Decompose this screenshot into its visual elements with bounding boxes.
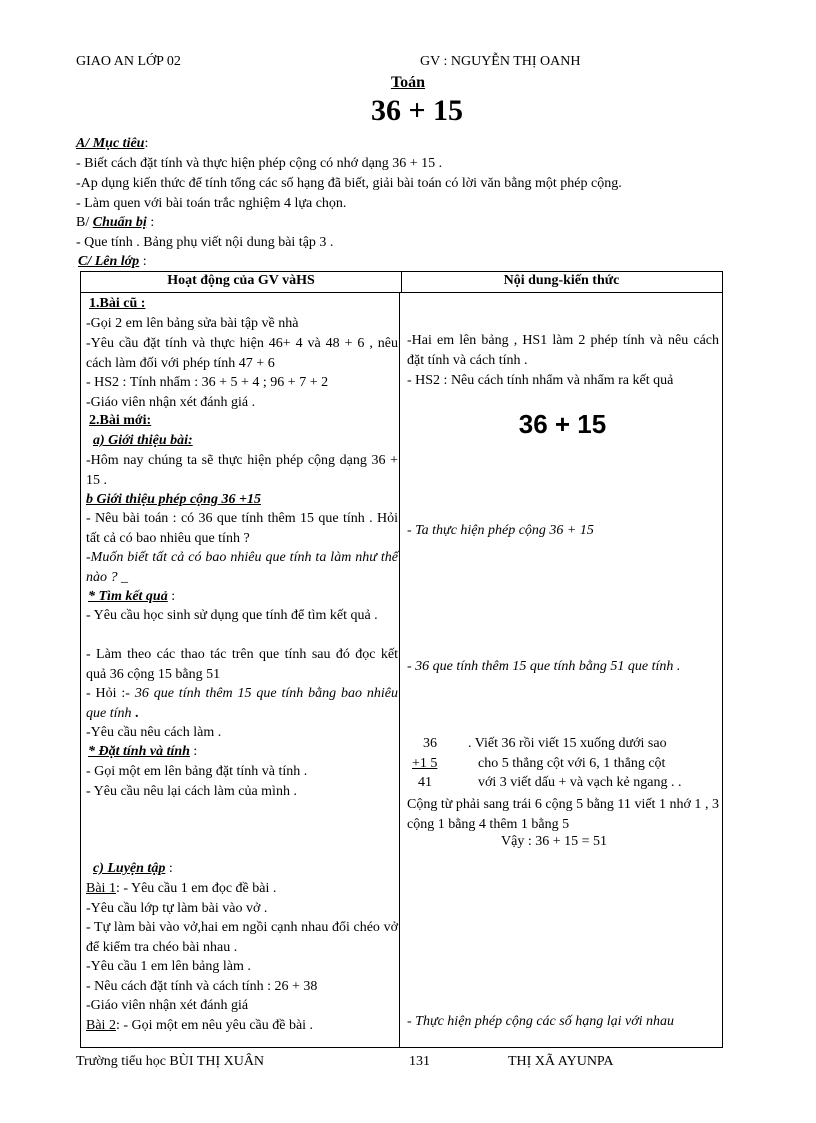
left-line: - Tự làm bài vào vở,hai em ngồi cạnh nhau đổi chéo vở để kiểm tra chéo bài nhau .	[86, 920, 398, 955]
prep-item: - Que tính . Bảng phụ viết nội dung bài tập 3 .	[76, 235, 334, 250]
objective-3: - Làm quen với bài toán trắc nghiệm 4 lựa chọn.	[76, 196, 347, 211]
col2-header: Nội dung-kiến thức	[503, 273, 620, 288]
calc-step-2: cho 5 thẳng cột với 6, 1 thẳng cột	[478, 756, 666, 771]
calc-sum: 41	[418, 775, 432, 790]
left-line: -Yêu cầu nêu cách làm .	[86, 725, 222, 740]
left-line: -Yêu cầu 1 em lên bảng làm .	[86, 959, 251, 974]
footer-school: Trường tiểu học BÙI THỊ XUÂN	[76, 1054, 265, 1069]
left-line: -Giáo viên nhận xét đánh giá	[86, 998, 249, 1013]
left-line: -Hôm nay chúng ta sẽ thực hiện phép cộng dạng 36 + 15 .	[86, 453, 398, 488]
header-right: GV : NGUYỄN THỊ OANH	[420, 54, 581, 69]
left-line: - Yêu cầu nêu lại cách làm của mình .	[86, 784, 297, 799]
section-intro-addition: b Giới thiệu phép cộng 36 +15	[86, 492, 261, 507]
left-line: -Giáo viên nhận xét đánh giá .	[86, 395, 256, 410]
left-line: - HS2 : Tính nhẩm : 36 + 5 + 4 ; 96 + 7 + 2	[86, 375, 329, 390]
column-divider	[399, 292, 400, 1047]
footer-town: THỊ XÃ AYUNPA	[508, 1054, 614, 1069]
right-line: - 36 que tính thêm 15 que tính bằng 51 que tính .	[407, 659, 681, 674]
objective-2: -Ap dụng kiến thức để tính tổng các số hạng đã biết, giải bài toán có lời văn bằng một phép cộng.	[76, 176, 622, 191]
left-line: -Gọi 2 em lên bảng sửa bài tập về nhà	[86, 316, 299, 331]
left-line: - Hỏi :- 36 que tính thêm 15 que tính bằng bao nhiêu que tính .	[86, 686, 398, 721]
exercise-2: Bài 2: - Gọi một em nêu yêu cầu đề bài .	[86, 1018, 314, 1033]
prep-heading: B/ Chuẩn bị :	[76, 215, 155, 230]
left-line: -Yêu cầu đặt tính và thực hiện 46+ 4 và 48 + 6 , nêu cách làm đối với phép tính 47 + 6	[86, 336, 398, 371]
left-line: -Muốn biết tất cả có bao nhiêu que tính ta làm như thế nào ? _	[86, 550, 398, 585]
section-practice: c) Luyện tập :	[93, 861, 173, 876]
section-old-lesson: 1.Bài cũ :	[89, 296, 146, 311]
objectives-heading: A/ Mục tiêu:	[76, 136, 149, 151]
section-new-lesson: 2.Bài mới:	[89, 413, 152, 428]
col1-header: Hoạt động của GV vàHS	[167, 273, 315, 288]
calc-step-3: với 3 viết dấu + và vạch kẻ ngang . .	[478, 775, 682, 790]
calc-operand-a: 36	[423, 736, 437, 751]
right-line: Cộng từ phải sang trái 6 cộng 5 bằng 11 viết 1 nhớ 1 , 3 cộng 1 bằng 4 thêm 1 bằng 5	[407, 797, 719, 832]
lesson-heading: C/ Lên lớp :	[78, 254, 147, 269]
calc-operand-b: +1 5	[412, 756, 438, 771]
header-left: GIAO AN LỚP 02	[76, 54, 181, 69]
page-number: 131	[409, 1054, 430, 1069]
left-line: -Yêu cầu lớp tự làm bài vào vở .	[86, 901, 268, 916]
section-intro: a) Giới thiệu bài:	[93, 433, 193, 448]
left-line: - Làm theo các thao tác trên que tính sau đó đọc kết quả 36 cộng 15 bằng 51	[86, 647, 398, 682]
left-line: - Yêu cầu học sinh sử dụng que tính để tìm kết quả .	[86, 608, 378, 623]
subject-title: Toán	[390, 74, 426, 91]
section-calc: * Đặt tính và tính :	[88, 744, 198, 759]
header-divider	[81, 292, 722, 293]
objective-1: - Biết cách đặt tính và thực hiện phép cộng có nhớ dạng 36 + 15 .	[76, 156, 443, 171]
right-line: - Ta thực hiện phép cộng 36 + 15	[407, 523, 594, 538]
exercise-1: Bài 1: - Yêu cầu 1 em đọc đề bài .	[86, 881, 277, 896]
left-line: - Nêu cách đặt tính và cách tính : 26 + 38	[86, 979, 318, 994]
right-big-title: 36 + 15	[518, 409, 607, 439]
section-find-result: * Tìm kết quả :	[88, 589, 176, 604]
right-line: - HS2 : Nêu cách tính nhẩm và nhẩm ra kết quả	[407, 373, 674, 388]
left-line: - Gọi một em lên bảng đặt tính và tính .	[86, 764, 308, 779]
page-title: 36 + 15	[370, 94, 464, 127]
lesson-table	[80, 271, 723, 1048]
calc-step-1: . Viết 36 rồi viết 15 xuống dưới sao	[468, 736, 667, 751]
right-line: - Thực hiện phép cộng các số hạng lại với nhau	[407, 1014, 675, 1029]
right-line: -Hai em lên bảng , HS1 làm 2 phép tính và nêu cách đặt tính và cách tính .	[407, 333, 719, 368]
calc-result: Vậy : 36 + 15 = 51	[501, 834, 608, 849]
left-line: - Nêu bài toán : có 36 que tính thêm 15 que tính . Hỏi tất cả có bao nhiêu que tính ?	[86, 511, 398, 546]
